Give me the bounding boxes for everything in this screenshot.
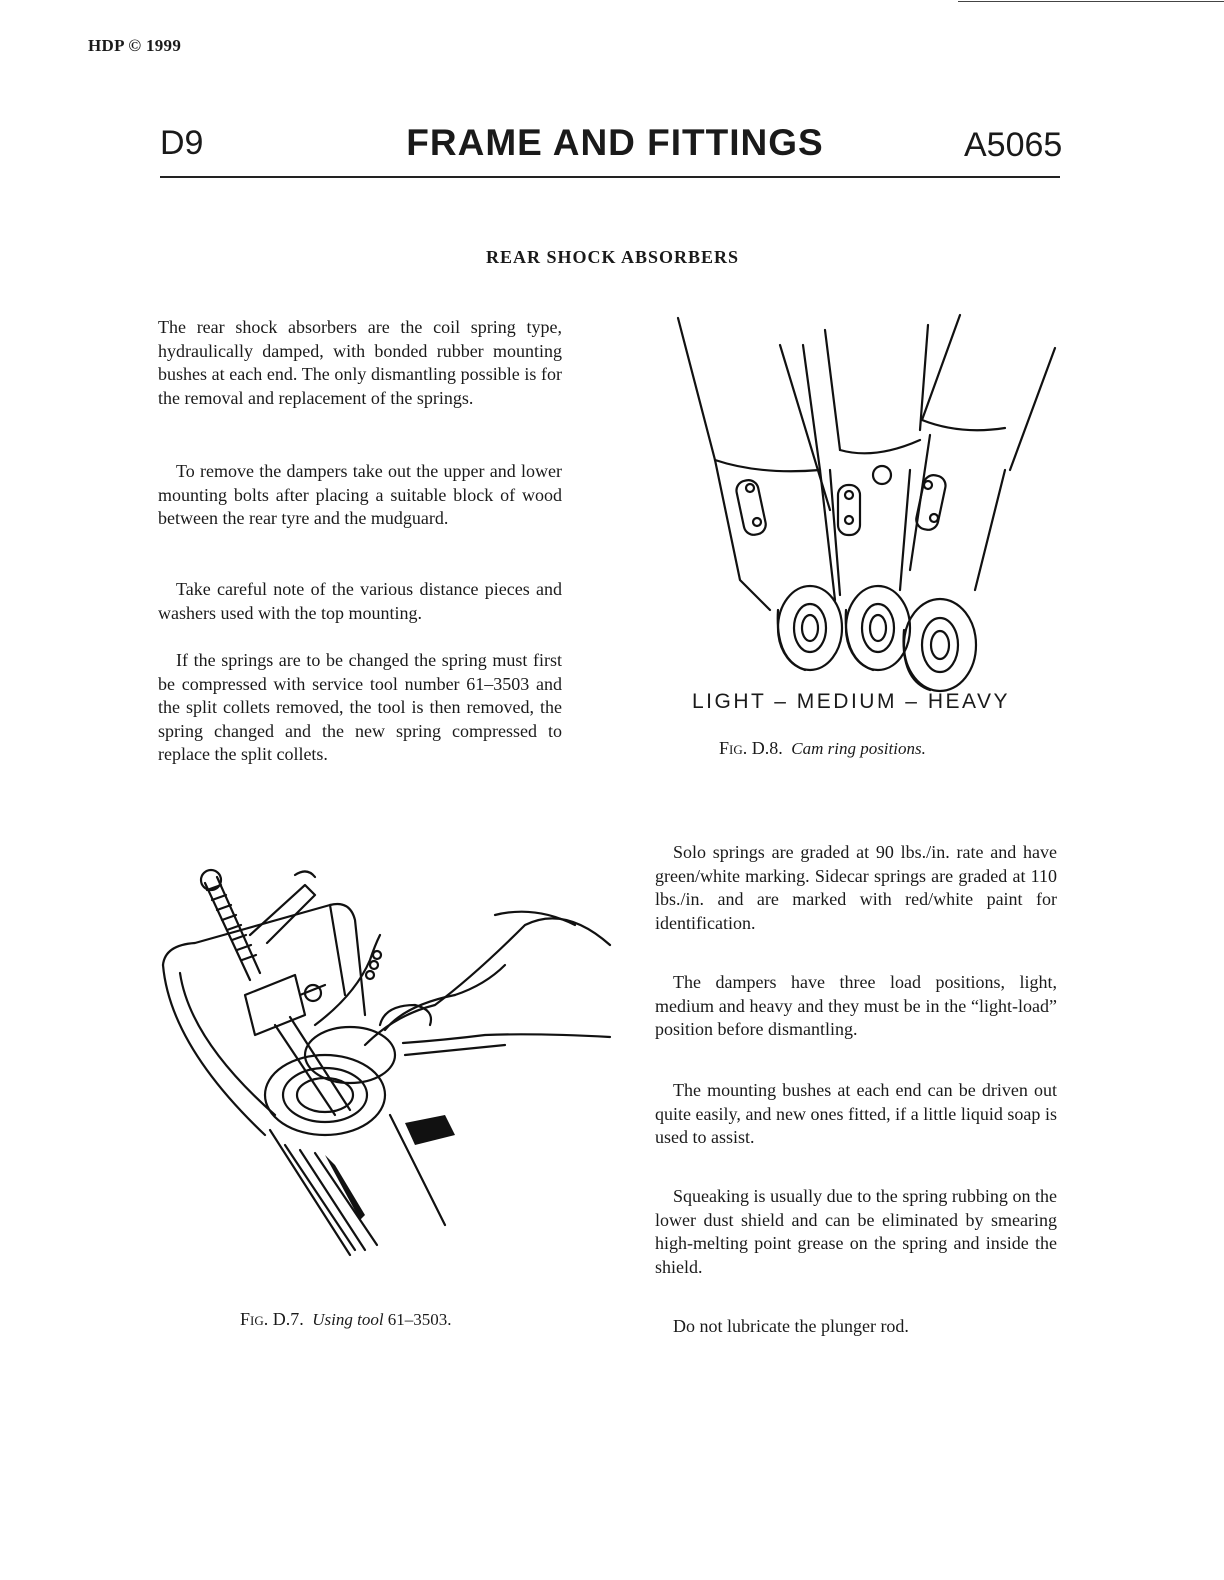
left-paragraph-3: Take careful note of the various distance pieces and washers used with the top mounting. xyxy=(158,579,562,623)
copyright-notice: HDP © 1999 xyxy=(88,36,182,55)
right-paragraph-3: The mounting bushes at each end can be driven out quite easily, and new ones fitted, if a little liquid soap is used to assist. xyxy=(655,1080,1057,1147)
spring-compressor-illustration xyxy=(155,865,615,1260)
fig-d8-caption-text: Cam ring positions. xyxy=(791,739,926,758)
top-edge-rule xyxy=(958,1,1224,2)
fig-d8-label: Fig. D.8. xyxy=(719,738,783,758)
right-paragraph-4: Squeaking is usually due to the spring rubbing on the lower dust shield and can be eliminated by smearing high-melting point grease on the spring and inside the shield. xyxy=(655,1186,1057,1277)
fig-d8-caption xyxy=(719,738,926,759)
model-code: A5065 xyxy=(964,126,1063,164)
right-paragraph-5: Do not lubricate the plunger rod. xyxy=(673,1316,909,1336)
fig-d7-caption-text: Using tool xyxy=(312,1310,384,1329)
load-positions-label: LIGHT – MEDIUM – HEAVY xyxy=(692,690,1010,713)
fig-d7-tool-number: 61–3503. xyxy=(387,1310,452,1329)
section-heading: REAR SHOCK ABSORBERS xyxy=(485,247,740,267)
fig-d7-label: Fig. D.7. xyxy=(240,1309,304,1329)
right-paragraph-1: Solo springs are graded at 90 lbs./in. rate and have green/white marking. Sidecar springs are graded at 110 lbs./in. and are marked with red/white paint for identification. xyxy=(655,842,1057,933)
fig-d7-caption xyxy=(240,1309,452,1330)
shock-absorbers-illustration xyxy=(660,310,1060,695)
left-paragraph-2: To remove the dampers take out the upper and lower mounting bolts after placing a suitable block of wood between the rear tyre and the mudguard. xyxy=(158,461,562,528)
left-paragraph-1: The rear shock absorbers are the coil spring type, hydraulically damped, with bonded rubber mounting bushes at each end. The only dismantling possible is for the removal and replacement of the springs. xyxy=(158,317,562,408)
right-paragraph-2: The dampers have three load positions, light, medium and heavy and they must be in the “light-load” position before dismantling. xyxy=(655,972,1057,1039)
page-title: FRAME AND FITTINGS xyxy=(406,122,824,163)
header-rule xyxy=(160,176,1060,178)
page-code: D9 xyxy=(160,124,204,162)
left-paragraph-4: If the springs are to be changed the spring must first be compressed with service tool number 61–3503 and the split collets removed, the tool is then removed, the spring changed and the new spring compressed to replace the split collets. xyxy=(158,650,562,764)
